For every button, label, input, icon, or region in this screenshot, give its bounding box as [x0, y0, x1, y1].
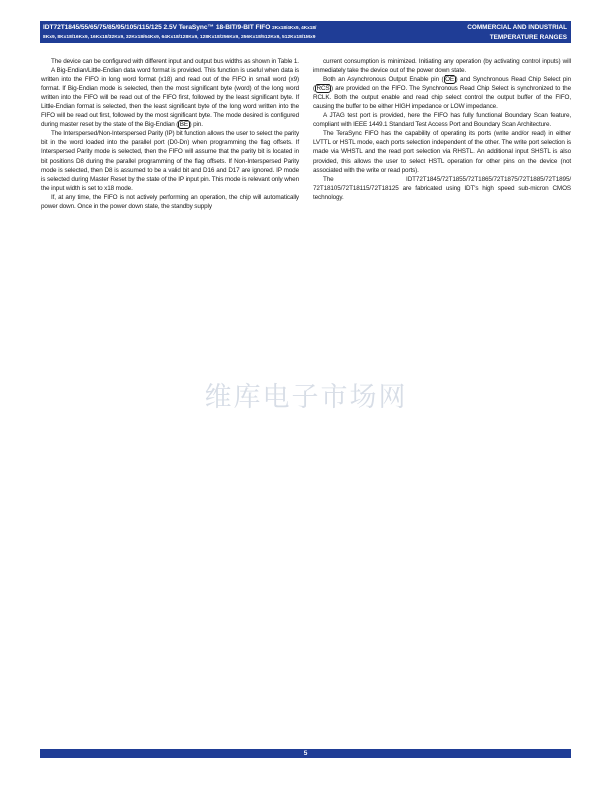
- left-paragraph-2-text: A Big-Endian/Little-Endian data word format is provided. This function is useful when data is written into the FIFO in long word format (x18) and read out of the FIFO in small word (x9) format. If Big-Endian mode is selected, then the most significant byte (word) of the long word written into the FIFO will be read out of the FIFO first, followed by the least significant byte. If Little-Endian format is selected, then the least significant byte of the long word written into the FIFO will be read out first, followed by the most significant byte. The mode desired is configured during master reset by the state of the Big-Endian (: [41, 67, 299, 129]
- read-chip-select-signal: $\overline{RCS}$: [316, 85, 330, 93]
- right-paragraph-3: A JTAG test port is provided, here the FIFO has fully functional Boundary Scan feature, compliant with IEEE 1449.1 Standard Test Access Port and Boundary Scan Architecture.: [313, 112, 571, 129]
- right-paragraph-2-b: ) and Synchronous Read Chip Select pin (: [313, 76, 571, 93]
- right-paragraph-1: current consumption is minimized. Initiating any operation (by activating control inputs) will immediately take the device out of the power down state.: [313, 58, 571, 75]
- header-bar: [40, 21, 571, 43]
- right-paragraph-5: The IDT72T1845/72T1855/72T1865/72T1875/72T1885/72T1895/ 72T18105/72T18115/72T18125 are fabricated using IDT's high speed sub-micron CMOS technology.: [313, 175, 571, 201]
- footer-bar: [40, 749, 571, 758]
- right-paragraph-2-c: ) are provided on the FIFO. The Synchronous Read Chip Select is synchronized to the RCLK. Both the output enable and read chip select control the output buffer of the FIFO, causing the buffer to be either HIGH impedance or LOW impedance.: [313, 85, 571, 111]
- header-title-block: [43, 23, 443, 43]
- right-paragraph-2-a: Both an Asynchronous Output Enable pin (: [323, 76, 444, 84]
- header-title-line1: [43, 23, 443, 33]
- left-paragraph-1: The device can be configured with different input and output bus widths as shown in Table 1.: [51, 58, 299, 65]
- watermark: 维库电子市场网: [204, 382, 408, 413]
- header-range-line2: TEMPERATURE RANGES: [489, 33, 567, 41]
- right-paragraph-2: [313, 75, 571, 111]
- left-paragraph-2-end: ) pin.: [189, 121, 203, 129]
- left-paragraph-4: If, at any time, the FIFO is not actively performing an operation, the chip will automatically power down. Once in the power down state, the standby supply: [41, 193, 299, 210]
- big-endian-signal: $\overline{BE}$: [179, 121, 189, 129]
- header-title-main: IDT72T1845/55/65/75/85/95/105/115/125 2.5V TeraSync™ 18-BIT/9-BIT FIFO: [43, 24, 271, 31]
- header-range-line1: COMMERCIAL AND INDUSTRIAL: [467, 24, 567, 31]
- right-text-column: [313, 57, 571, 202]
- page-number: 5: [303, 750, 308, 757]
- left-paragraph-3: The Interspersed/Non-Interspersed Parity (IP) bit function allows the user to select the parity bit in the word loaded into the parallel port (D0-Dn) when programming the flag offsets. If Interspersed Parity mode is selected, then the FIFO will assume that the parity bit is located in bit positions D8 during the parallel programming of the flag offsets. If Non-Interspersed Parity mode is selected, then D8 is assumed to be a valid bit and D16 and D17 are ignored. IP mode is selected during Master Reset by the state of the IP input pin. This mode is relevant only when the input width is set to x18 mode.: [41, 130, 299, 192]
- output-enable-signal: $\overline{OE}$: [445, 76, 454, 84]
- header-sizes-b: 8Kx9, 8Kx18/16Kx9, 16Kx18/32Kx9, 32Kx18/64Kx9, 64Kx18/128Kx9, 128Kx18/256Kx9, 256Kx18/512Kx9, 512Kx18/1Mx9: [43, 35, 316, 40]
- header-sizes-a: 2Kx18/4Kx9, 4Kx18/: [272, 26, 317, 31]
- header-temperature-range: [467, 23, 567, 42]
- right-paragraph-4: The TeraSync FIFO has the capability of operating its ports (write and/or read) in either LVTTL or HSTL mode, each ports selection independent of the other. The write port selection is made via WHSTL and the read port selection via RHSTL. An additional input SHSTL is also provided, this allows the user to select HSTL operation for other pins on the device (not associated with the write or read ports).: [313, 130, 571, 174]
- left-text-column: [41, 57, 299, 211]
- left-paragraph-2: [41, 66, 299, 129]
